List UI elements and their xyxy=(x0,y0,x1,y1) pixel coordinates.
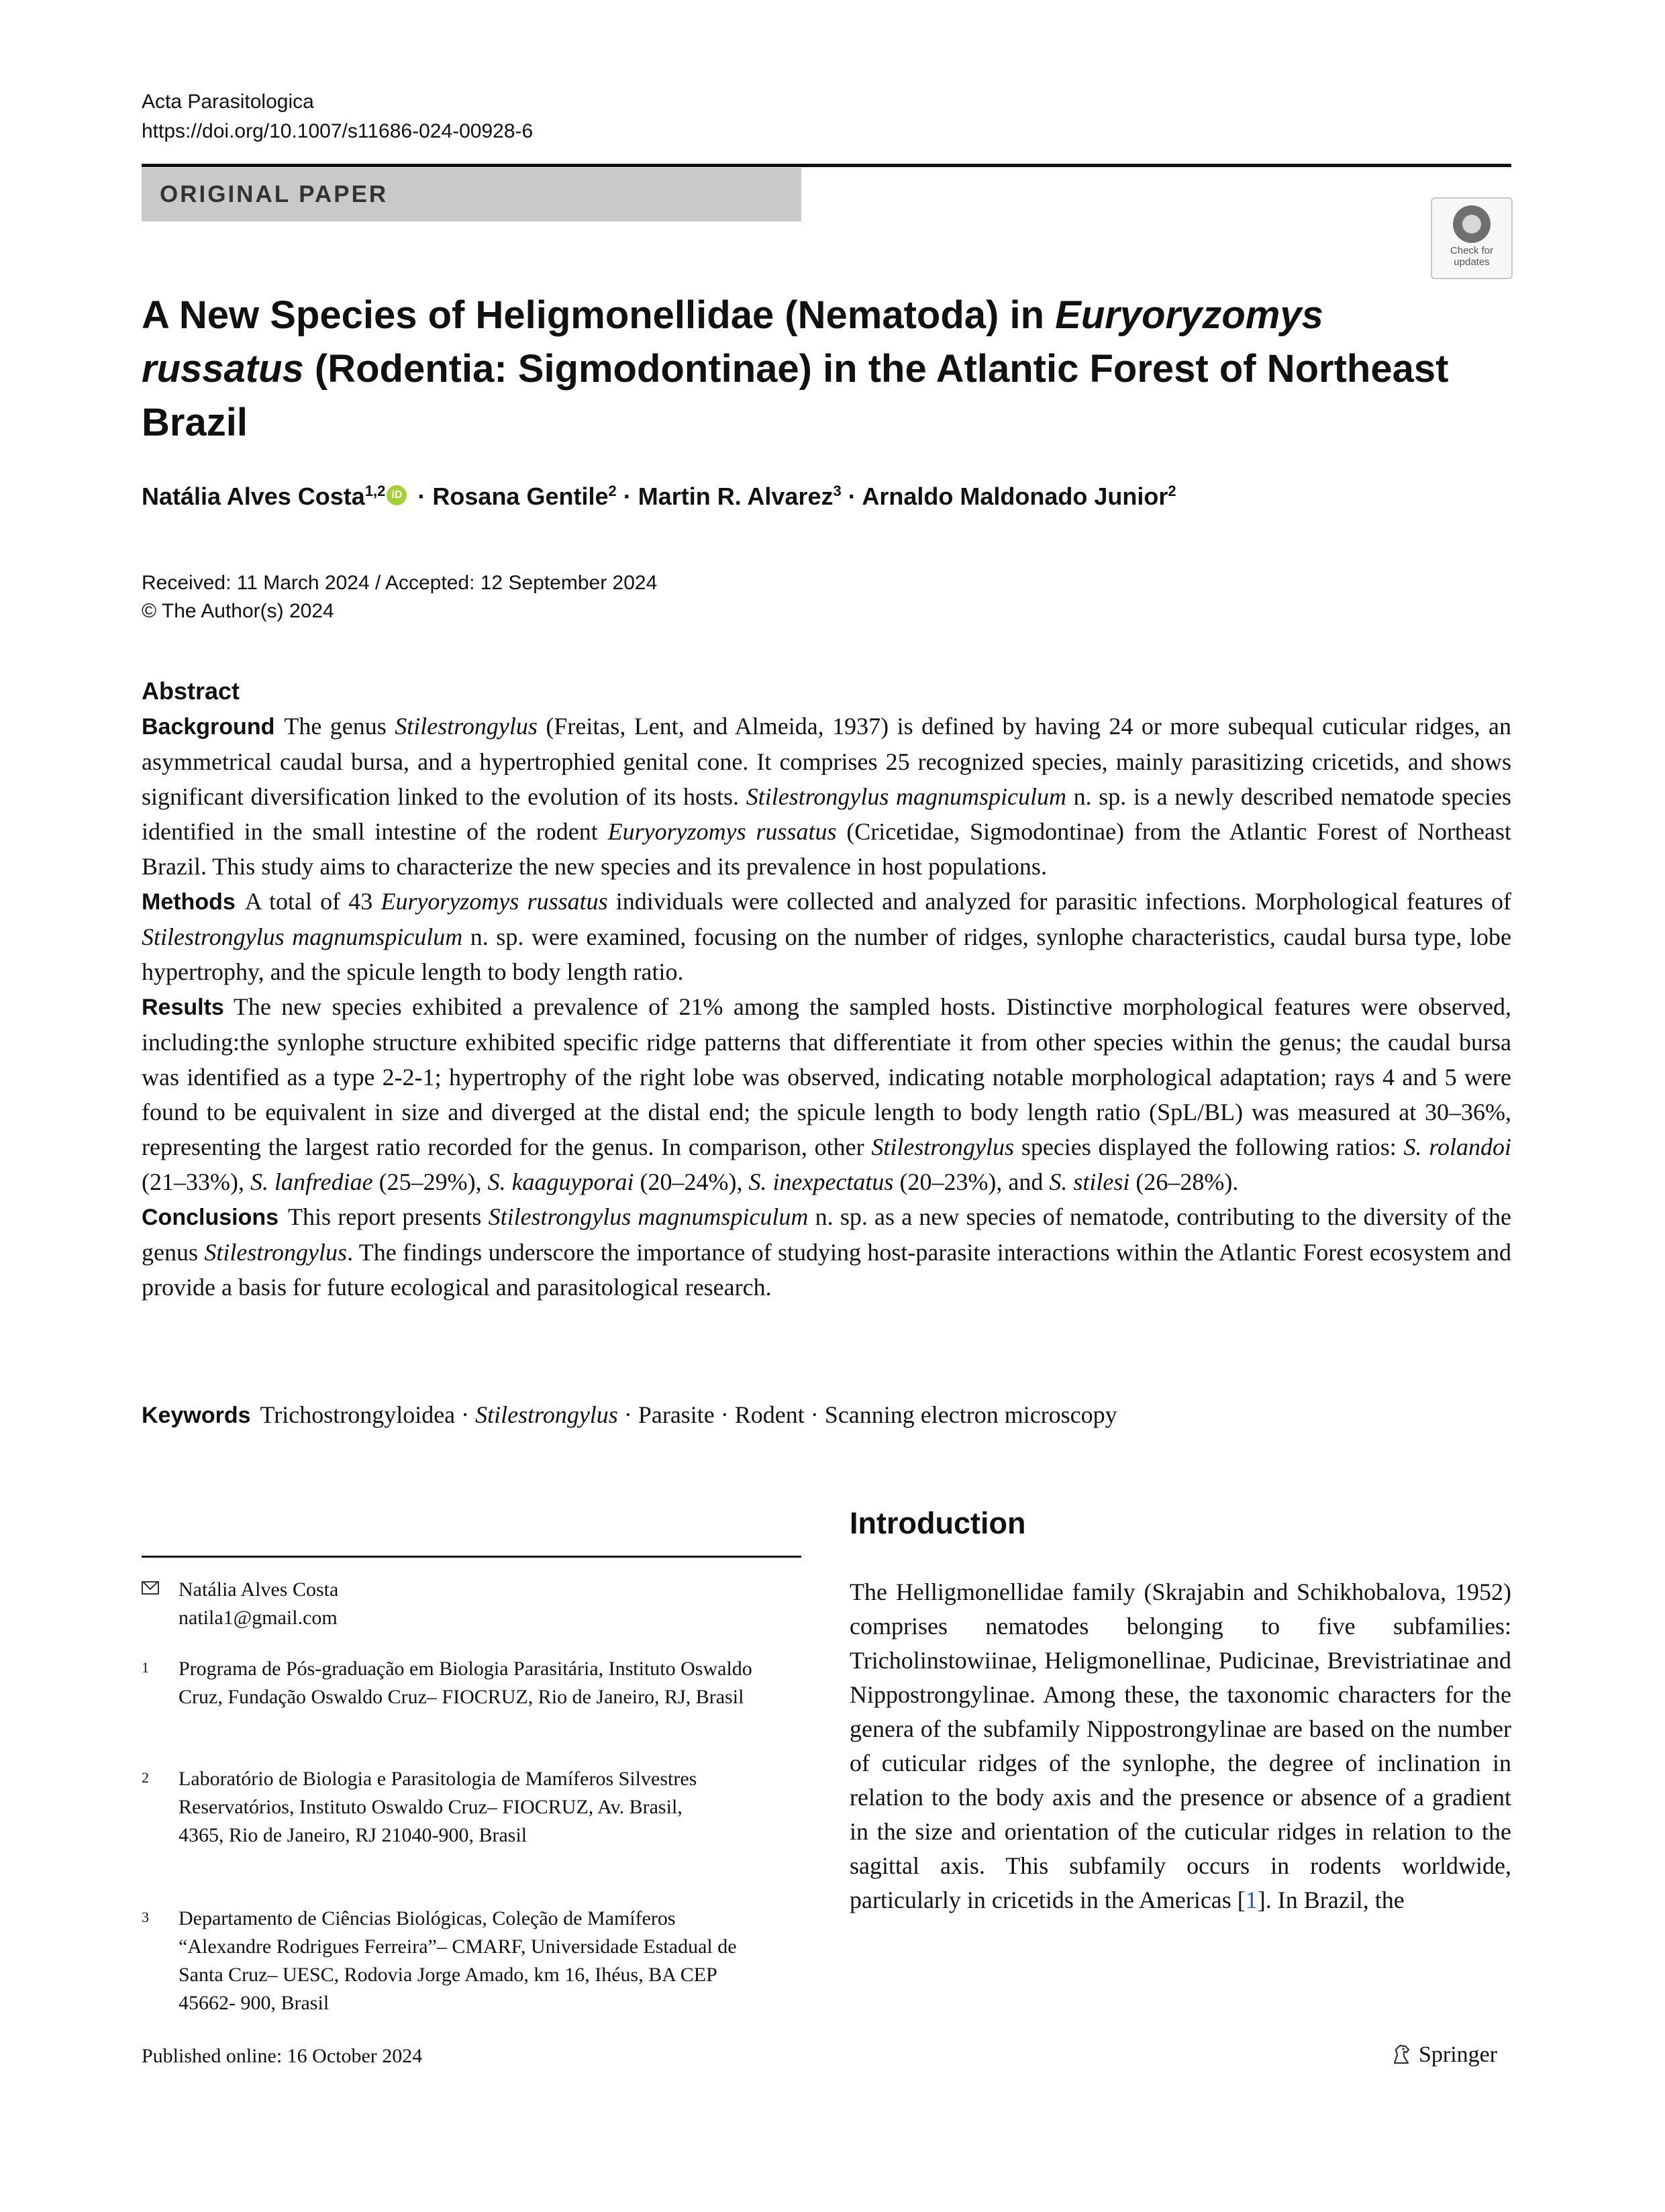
published-online: Published online: 16 October 2024 xyxy=(142,2045,423,2067)
affiliation-text: Laboratório de Biologia e Parasitologia de Mamíferos Silvestres Reservatórios, Instituto Oswaldo Cruz– FIOCRUZ, Av. Brasil, 4365, Rio de Janeiro, RJ 21040-900, Brasil xyxy=(179,1768,697,1846)
journal-name: Acta Parasitologica xyxy=(142,91,314,113)
author-name: Natália Alves Costa xyxy=(142,483,365,510)
springer-horse-icon xyxy=(1391,2043,1413,2066)
keyword: Rodent xyxy=(734,1401,805,1428)
correspondence-name: Natália Alves Costa xyxy=(179,1578,339,1601)
journal-header xyxy=(142,87,533,146)
affiliation-text: Programa de Pós-graduação em Biologia Parasitária, Instituto Oswaldo Cruz, Fundação Oswaldo Cruz– FIOCRUZ, Rio de Janeiro, RJ, Brasil xyxy=(179,1658,752,1708)
publication-dates xyxy=(142,569,947,625)
envelope-icon xyxy=(142,1581,159,1595)
author-name: Rosana Gentile xyxy=(432,483,609,510)
publisher-name: Springer xyxy=(1419,2042,1498,2067)
keyword: Trichostrongyloidea xyxy=(260,1401,456,1428)
keyword: Scanning electron microscopy xyxy=(824,1401,1117,1428)
abstract-results: Results The new species exhibited a prevalence of 21% among the sampled hosts. Distinctive morphological features were observed, including:the synlophe structure exhibited specific ridge patterns that differentiate it from other species within the genus; the caudal bursa was identified as a type 2-2-1; hypertrophy of the right lobe was observed, indicating notable morphological adaptation; rays 4 and 5 were found to be equivalent in size and diverged at the distal end; the spicule length to body length ratio (SpL/BL) was measured at 30–36%, representing the largest ratio recorded for the genus. In comparison, other Stilestrongylus species displayed the following ratios: S. rolandoi (21–33%), S. lanfrediae (25–29%), S. kaaguyporai (20–24%), S. inexpectatus (20–23%), and S. stilesi (26–28%). xyxy=(142,993,1511,1195)
article-type: ORIGINAL PAPER xyxy=(160,181,389,207)
abstract-methods: Methods A total of 43 Euryoryzomys russatus individuals were collected and analyzed for parasitic infections. Morphological features of Stilestrongylus magnumspiculum n. sp. were examined, focusing on the number of ridges, synlophe characteristics, caudal bursa type, lobe hypertrophy, and the spicule length to body length ratio. xyxy=(142,888,1512,985)
keywords: Keywords Trichostrongyloidea · Stilestrongylus · Parasite · Rodent · Scanning electron microscopy xyxy=(142,1401,1117,1428)
affiliation-2: 2 Laboratório de Biologia e Parasitologia de Mamíferos Silvestres Reservatórios, Instituto Oswaldo Cruz– FIOCRUZ, Av. Brasil, 4365, Rio de Janeiro, RJ 21040-900, Brasil xyxy=(142,1765,801,1850)
affiliation-3: 3 Departamento de Ciências Biológicas, Coleção de Mamíferos “Alexandre Rodrigues Ferreira”– CMARF, Universidade Estadual de Santa Cruz– UESC, Rodovia Jorge Amado, km 16, Ihéus, BA CEP 45662- 900, Brasil xyxy=(142,1905,801,2017)
publisher-logo xyxy=(1391,2040,1497,2070)
abstract-background: Background The genus Stilestrongylus (Freitas, Lent, and Almeida, 1937) is defined by having 24 or more subequal cuticular ridges, an asymmetrical caudal bursa, and a hypertrophied genital cone. It comprises 25 recognized species, mainly parasitizing cricetids, and shows significant diversification linked to the evolution of its hosts. Stilestrongylus magnumspiculum n. sp. is a newly described nematode species identified in the small intestine of the rodent Euryoryzomys russatus (Cricetidae, Sigmodontinae) from the Atlantic Forest of Northeast Brazil. This study aims to characterize the new species and its prevalence in host populations. xyxy=(142,713,1511,880)
crossmark-icon xyxy=(1453,205,1491,243)
footnote-rule xyxy=(142,1556,801,1558)
affiliation-1: 1 Programa de Pós-graduação em Biologia Parasitária, Instituto Oswaldo Cruz, Fundação Oswaldo Cruz– FIOCRUZ, Rio de Janeiro, RJ, Brasil xyxy=(142,1655,801,1711)
header-rule xyxy=(142,164,1511,167)
affiliation-text: Departamento de Ciências Biológicas, Coleção de Mamíferos “Alexandre Rodrigues Ferreira”– CMARF, Universidade Estadual de Santa Cruz– UESC, Rodovia Jorge Amado, km 16, Ihéus, BA CEP 45662- 900, Brasil xyxy=(179,1907,737,2014)
citation-link[interactable]: 1 xyxy=(1245,1887,1258,1913)
correspondence xyxy=(142,1576,801,1636)
paper-title: A New Species of Heligmonellidae (Nematoda) in Euryoryzomys russatus (Rodentia: Sigmodontinae) in the Atlantic Forest of Northeast Brazil xyxy=(142,293,1449,444)
check-for-updates-badge[interactable] xyxy=(1431,197,1513,279)
orcid-icon[interactable]: iD xyxy=(387,485,407,505)
abstract-heading: Abstract xyxy=(142,677,240,705)
introduction-text: The Helligmonellidae family (Skrajabin and Schikhobalova, 1952) comprises nematodes belonging to five subfamilies: Tricholinstowiinae, Heligmonellinae, Pudicinae, Brevistriatinae and Nippostrongylinae. Among these, the taxonomic characters for the genera of the subfamily Nippostrongylinae are based on the number of cuticular ridges of the synlophe, the degree of inclination in relation to the body axis and the presence or absence of a gradient in the size and orientation of the cuticular ridges in relation to the sagittal axis. This subfamily occurs in rodents worldwide, particularly in cricetids in the Americas [1]. In Brazil, the xyxy=(850,1578,1511,1913)
correspondence-email[interactable]: natila1@gmail.com xyxy=(179,1607,338,1629)
introduction-heading: Introduction xyxy=(850,1506,1026,1540)
author-name: Arnaldo Maldonado Junior xyxy=(862,483,1168,510)
check-updates-label: Check for updates xyxy=(1450,245,1494,268)
author-name: Martin R. Alvarez xyxy=(638,483,834,510)
abstract-conclusions: Conclusions This report presents Stilestrongylus magnumspiculum n. sp. as a new species of nematode, contributing to the diversity of the genus Stilestrongylus. The findings underscore the importance of studying host-parasite interactions within the Atlantic Forest ecosystem and provide a basis for future ecological and parasitological research. xyxy=(142,1203,1511,1301)
doi-link[interactable]: https://doi.org/10.1007/s11686-024-00928-6 xyxy=(142,120,534,142)
author-list: Natália Alves Costa$^{1,2}$ iD · Rosana Gentile$^2$ · Martin R. Alvarez$^3$ · Arnaldo Maldonado Junior$^2$ xyxy=(142,483,1176,510)
keyword: Parasite xyxy=(638,1401,715,1428)
copyright: © The Author(s) 2024 xyxy=(142,600,334,622)
received-accepted: Received: 11 March 2024 / Accepted: 12 September 2024 xyxy=(142,572,658,594)
keyword: Stilestrongylus xyxy=(475,1401,618,1428)
abstract xyxy=(142,674,1511,1305)
